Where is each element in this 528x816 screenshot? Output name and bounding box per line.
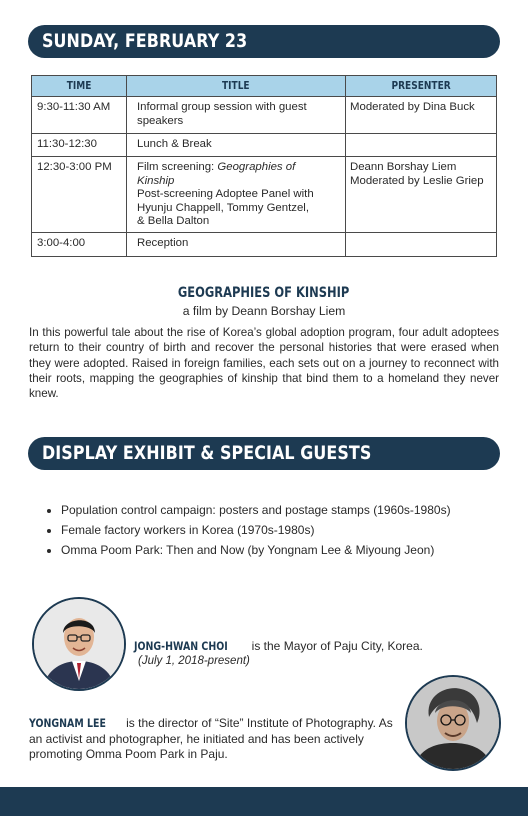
film-title: GEOGRAPHIES OF KINSHIP — [178, 285, 350, 301]
row-title: Lunch & Break — [127, 134, 346, 157]
table-row — [32, 97, 497, 134]
guest-portrait-lee — [405, 675, 501, 771]
guest-portrait-choi — [32, 597, 126, 691]
row-title: Informal group session with guest speakers — [127, 97, 346, 134]
day-banner — [28, 25, 500, 58]
film-byline: a film by Deann Borshay Liem — [182, 304, 346, 318]
guest-name: JONG-HWAN CHOI — [134, 639, 228, 653]
list-item: • Population control campaign: posters and postage stamps (1960s-1980s) — [61, 500, 521, 520]
film-description: In this powerful tale about the rise of Korea’s global adoption program, four adult adoptees return to their country of birth and recover the personal histories that were erased when they were adopted. Raised in foreign families, each sets out on a journey to reconnect with their roots, mapping the geographies of kinship that bind them to a homeland they never knew. — [29, 326, 499, 401]
row-presenter: Moderated by Dina Buck — [346, 97, 497, 134]
list-item: • Female factory workers in Korea (1970s-1980s) — [61, 520, 521, 540]
guest-bio-choi — [134, 639, 474, 669]
row-presenter — [346, 134, 497, 157]
header-title: TITLE — [127, 76, 346, 97]
exhibit-banner-text: DISPLAY EXHIBIT & SPECIAL GUESTS — [42, 443, 372, 464]
list-item: • Omma Poom Park: Then and Now (by Yongnam Lee & Miyoung Jeon) — [61, 540, 521, 560]
guest-bio-text: is the director of “Site” Institute of Photography. As an activist and photographer, he initiated and has been actively promoting Omma Poom Park in Paju. — [29, 716, 393, 761]
table-row — [32, 134, 497, 157]
row-time: 11:30-12:30 — [32, 134, 127, 157]
row-time: 9:30-11:30 AM — [32, 97, 127, 134]
row-time: 3:00-4:00 — [32, 232, 127, 256]
schedule-header-row — [32, 76, 497, 97]
exhibit-banner — [28, 437, 500, 470]
row-title: Film screening: Geographies of Kinship Post-screening Adoptee Panel with Hyunju Chappell, Tommy Gentzel, & Bella Dalton — [127, 157, 346, 233]
person-photo-icon — [407, 677, 499, 769]
table-row — [32, 232, 497, 256]
header-time: TIME — [32, 76, 127, 97]
header-presenter: PRESENTER — [346, 76, 497, 97]
guest-name: YONGNAM LEE — [29, 716, 106, 730]
row-presenter — [346, 232, 497, 256]
guest-bio-text: is the Mayor of Paju City, Korea. — [248, 639, 423, 653]
schedule-table — [31, 75, 497, 257]
person-photo-icon — [34, 599, 124, 689]
footer-bar — [0, 787, 528, 816]
table-row — [32, 157, 497, 233]
day-banner-text: SUNDAY, FEBRUARY 23 — [42, 31, 248, 52]
row-time: 12:30-3:00 PM — [32, 157, 127, 233]
row-title: Reception — [127, 232, 346, 256]
guest-bio-lee — [29, 716, 399, 763]
guest-term-note: (July 1, 2018-present) — [138, 655, 250, 667]
exhibit-list — [34, 500, 521, 560]
row-presenter: Deann Borshay Liem Moderated by Leslie Griep — [346, 157, 497, 233]
